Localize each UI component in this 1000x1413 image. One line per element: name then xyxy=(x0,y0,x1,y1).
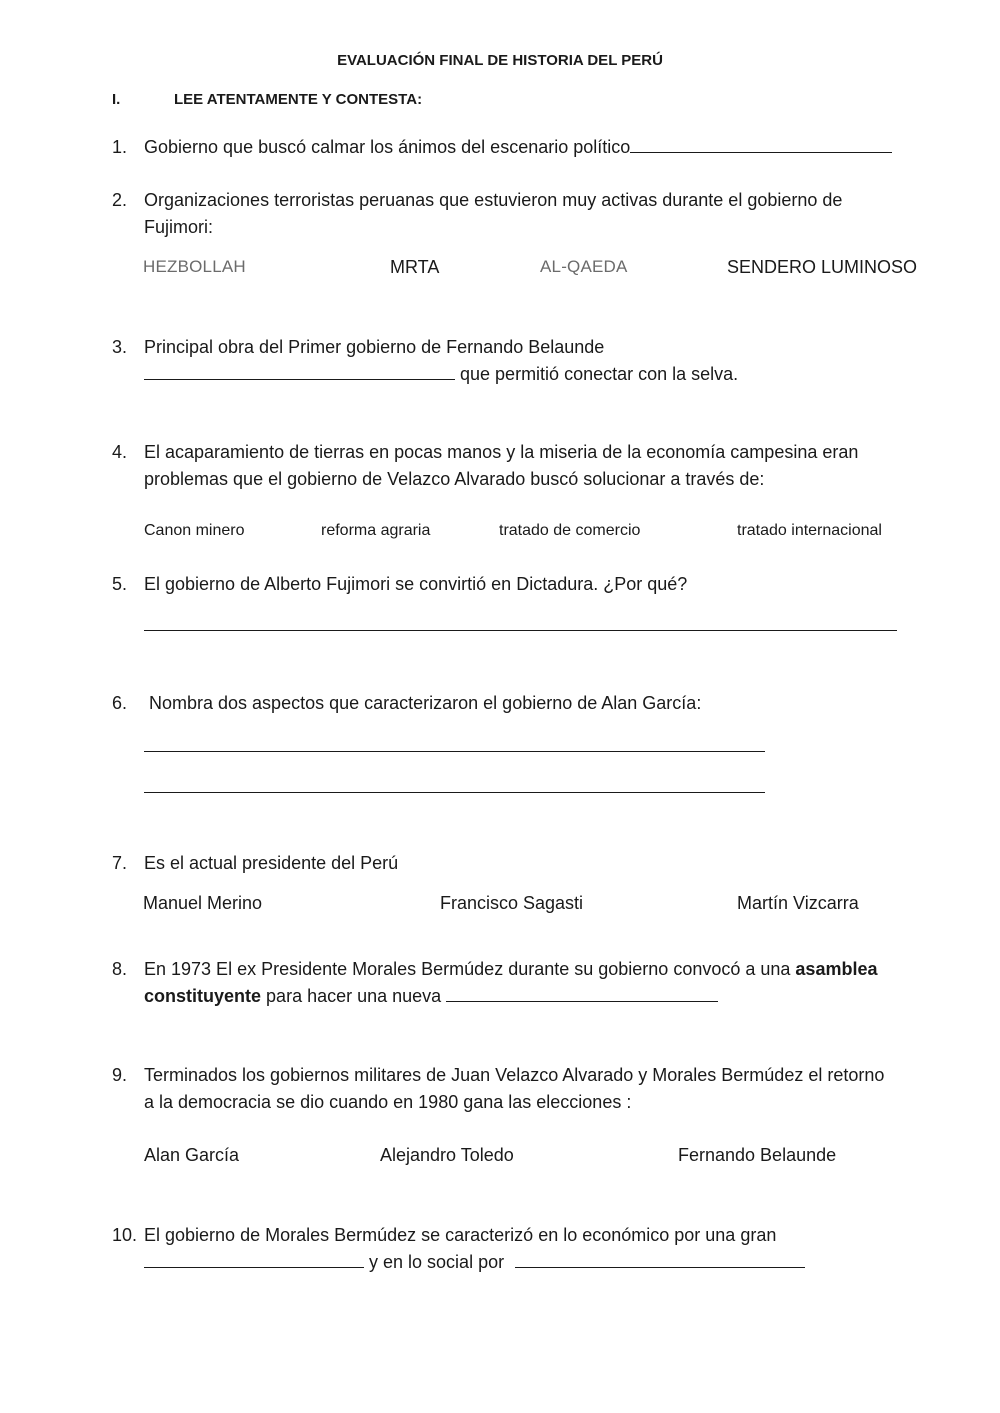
question-1-number: 1. xyxy=(112,137,128,157)
option-francisco-sagasti[interactable]: Francisco Sagasti xyxy=(440,893,584,913)
question-9-line-1: Terminados los gobiernos militares de Juan Velazco Alvarado y Morales Bermúdez el retorno xyxy=(144,1065,885,1085)
question-6-number: 6. xyxy=(112,693,128,713)
question-1 xyxy=(144,136,892,158)
option-sendero-luminoso[interactable]: SENDERO LUMINOSO xyxy=(727,257,918,277)
question-9-line-2: a la democracia se dio cuando en 1980 gana las elecciones : xyxy=(144,1092,632,1112)
question-5-number: 5. xyxy=(112,574,128,594)
answer-blank-3[interactable] xyxy=(144,364,455,380)
answer-blank-8[interactable] xyxy=(446,986,718,1002)
page-title: EVALUACIÓN FINAL DE HISTORIA DEL PERÚ xyxy=(337,52,663,69)
question-2-line-1: Organizaciones terroristas peruanas que estuvieron muy activas durante el gobierno de xyxy=(144,190,843,210)
question-6-text: Nombra dos aspectos que caracterizaron el gobierno de Alan García: xyxy=(149,693,702,713)
question-5-text: El gobierno de Alberto Fujimori se convirtió en Dictadura. ¿Por qué? xyxy=(144,574,688,594)
answer-blank-1[interactable] xyxy=(630,137,892,153)
question-8-line-2 xyxy=(144,985,718,1007)
option-alejandro-toledo[interactable]: Alejandro Toledo xyxy=(380,1145,514,1165)
question-8-tail: para hacer una nueva xyxy=(266,986,442,1006)
question-10-number: 10. xyxy=(112,1225,138,1245)
answer-blank-10a[interactable] xyxy=(144,1252,364,1268)
option-reforma-agraria[interactable]: reforma agraria xyxy=(321,522,431,539)
question-3-line-1: Principal obra del Primer gobierno de Fernando Belaunde xyxy=(144,337,605,357)
option-canon-minero[interactable]: Canon minero xyxy=(144,522,245,539)
question-10-mid: y en lo social por xyxy=(369,1252,505,1272)
option-al-qaeda[interactable]: AL-QAEDA xyxy=(540,257,628,276)
option-tratado-internacional[interactable]: tratado internacional xyxy=(737,522,882,539)
section-instruction: LEE ATENTAMENTE Y CONTESTA: xyxy=(174,91,423,108)
question-1-text: Gobierno que buscó calmar los ánimos del escenario político xyxy=(144,137,631,157)
answer-line-6a[interactable] xyxy=(144,751,765,752)
question-2-number: 2. xyxy=(112,190,128,210)
question-8-text: En 1973 El ex Presidente Morales Bermúdez durante su gobierno convocó a una xyxy=(144,959,791,979)
question-4-line-1: El acaparamiento de tierras en pocas manos y la miseria de la economía campesina eran xyxy=(144,442,859,462)
option-manuel-merino[interactable]: Manuel Merino xyxy=(143,893,263,913)
question-2-line-2: Fujimori: xyxy=(144,217,214,237)
question-7-number: 7. xyxy=(112,853,128,873)
option-martin-vizcarra[interactable]: Martín Vizcarra xyxy=(737,893,859,913)
question-8-number: 8. xyxy=(112,959,128,979)
answer-line-5[interactable] xyxy=(144,630,897,631)
question-4-line-2: problemas que el gobierno de Velazco Alvarado buscó solucionar a través de: xyxy=(144,469,765,489)
question-3-line-2 xyxy=(144,363,738,385)
option-alan-garcia[interactable]: Alan García xyxy=(144,1145,240,1165)
question-8-bold-term-1: asamblea xyxy=(795,959,878,979)
option-mrta[interactable]: MRTA xyxy=(390,257,440,277)
question-7-text: Es el actual presidente del Perú xyxy=(144,853,399,873)
section-number: I. xyxy=(112,91,121,108)
question-3-tail: que permitió conectar con la selva. xyxy=(460,364,739,384)
answer-blank-10b[interactable] xyxy=(515,1252,805,1268)
option-fernando-belaunde[interactable]: Fernando Belaunde xyxy=(678,1145,837,1165)
option-tratado-de-comercio[interactable]: tratado de comercio xyxy=(499,522,641,539)
question-8-line-1 xyxy=(144,958,877,980)
question-3-number: 3. xyxy=(112,337,128,357)
question-9-number: 9. xyxy=(112,1065,128,1085)
question-10-line-2 xyxy=(144,1251,805,1273)
question-4-number: 4. xyxy=(112,442,128,462)
option-hezbollah[interactable]: HEZBOLLAH xyxy=(143,257,246,276)
answer-line-6b[interactable] xyxy=(144,792,765,793)
question-8-bold-term-2: constituyente xyxy=(144,986,262,1006)
question-10-line-1: El gobierno de Morales Bermúdez se caracterizó en lo económico por una gran xyxy=(144,1225,777,1245)
